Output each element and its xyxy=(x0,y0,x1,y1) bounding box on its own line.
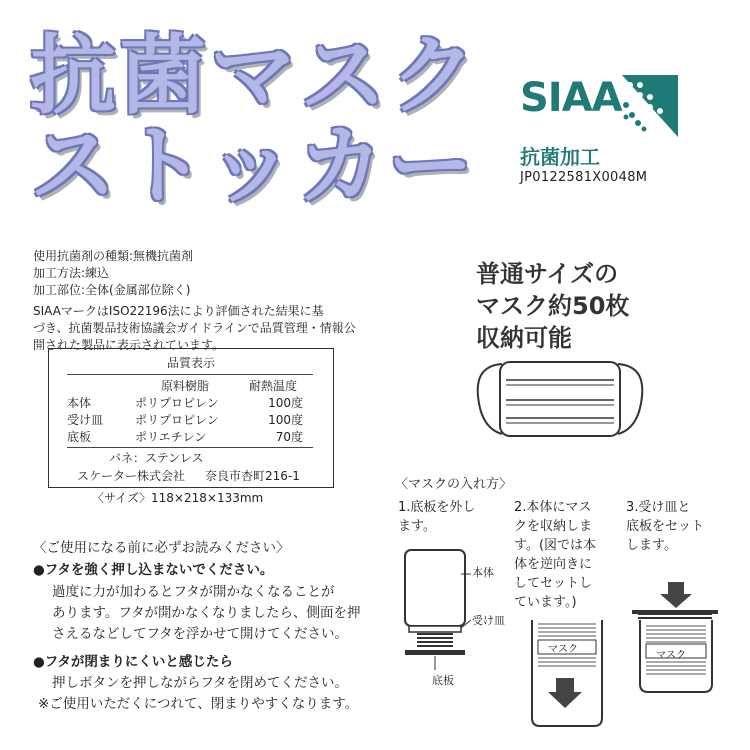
cell-temp: 100度 xyxy=(268,413,303,427)
siaa-note-line: づき、抗菌製品技術協議会ガイドラインで品質管理・情報公 xyxy=(33,321,356,335)
quality-heading: 品質表示 xyxy=(166,356,215,370)
cell-material: ポリプロピレン xyxy=(135,396,219,410)
capacity-line: 収納可能 xyxy=(476,324,572,352)
caution-heading: 〈ご使用になる前に必ずお読みください〉 xyxy=(33,540,290,556)
table-row xyxy=(63,429,307,446)
col-temp: 耐熱温度 xyxy=(248,379,297,393)
cell-temp: 100度 xyxy=(268,396,303,410)
capacity-line: マスク約50枚 xyxy=(476,292,630,320)
quality-label-box xyxy=(48,348,334,488)
product-title-line2: ストッカー xyxy=(30,116,478,216)
step-line: 体を逆向きに xyxy=(514,557,593,572)
spring-material: バネ：ステンレス xyxy=(109,451,204,465)
siaa-note-line: 開された製品に表示されています。 xyxy=(33,338,225,352)
label-bottom: 底板 xyxy=(432,674,454,687)
caution-text-1 xyxy=(52,582,360,645)
step-line: ます。 xyxy=(398,519,436,534)
siaa-dot-icon xyxy=(622,75,678,137)
caution-line: あります。フタが開かなくなりましたら、側面を押 xyxy=(52,605,361,621)
step-line: します。 xyxy=(626,538,677,553)
caution-note: ※ご使用いただくにつれて、閉まりやすくなります。 xyxy=(38,696,359,712)
siaa-label: 抗菌加工 xyxy=(520,145,600,169)
step-line: 2.本体にマス xyxy=(514,500,592,515)
face-mask-illustration xyxy=(470,354,650,444)
caution-line: さえるなどしてフタを浮かせて開けてください。 xyxy=(52,626,349,642)
siaa-note xyxy=(33,303,363,354)
product-size: 〈サイズ〉118×218×133mm xyxy=(92,491,264,505)
cell-temp: 70度 xyxy=(275,430,303,444)
divider xyxy=(67,447,313,448)
step-line: 底板をセット xyxy=(626,519,705,534)
step-line: 1.底板を外し xyxy=(398,500,476,515)
caution-bullet-1: ●フタを強く押し込まないでください。 xyxy=(33,562,274,578)
quality-table xyxy=(63,378,307,446)
caution-text-2: 押しボタンを押しながらフタを閉めてください。 xyxy=(52,675,349,691)
capacity-line: 普通サイズの xyxy=(476,260,619,288)
spec-line: 加工部位:全体(金属部位除く) xyxy=(33,283,191,297)
siaa-mark xyxy=(520,75,690,185)
spec-block xyxy=(33,248,363,354)
caution-line: 過度に力が加わるとフタが開かなくなることが xyxy=(52,584,335,600)
siaa-logo-text: SIAA xyxy=(520,75,622,121)
howto-step-3 xyxy=(626,498,704,555)
table-header-row xyxy=(63,378,307,395)
step-line: してセットし xyxy=(514,576,593,591)
step-line: ています。) xyxy=(514,595,577,610)
step-line: クを収納しま xyxy=(514,519,593,534)
label-mask: マスク xyxy=(548,644,578,655)
howto-step-2 xyxy=(514,498,596,612)
step-line: 3.受け皿と xyxy=(626,500,691,515)
maker-name: スケーター株式会社 xyxy=(77,469,186,483)
cell-part: 底板 xyxy=(67,430,92,444)
table-row xyxy=(63,412,307,429)
product-title-line1: 抗菌マスク xyxy=(30,26,480,126)
label-mask: マスク xyxy=(656,650,686,661)
howto-heading: 〈マスクの入れ方〉 xyxy=(395,477,513,492)
capacity-text xyxy=(476,258,629,354)
step-line: す。(図では本 xyxy=(514,538,597,553)
caution-bullet-2: ●フタが閉まりにくいと感じたら xyxy=(33,654,233,670)
siaa-note-line: SIAAマークはISO22196法により評価された結果に基 xyxy=(33,304,324,318)
spec-line: 加工方法:練込 xyxy=(33,266,110,280)
col-material: 原料樹脂 xyxy=(160,379,209,393)
step2-diagram xyxy=(528,618,608,730)
label-tray: 受け皿 xyxy=(472,614,505,627)
howto-step-1 xyxy=(398,498,475,536)
cell-part: 本体 xyxy=(67,396,92,410)
table-row xyxy=(63,395,307,412)
spec-line: 使用抗菌剤の種類:無機抗菌剤 xyxy=(33,249,194,263)
siaa-code: JP0122581X0048M xyxy=(520,170,648,185)
cell-part: 受け皿 xyxy=(67,413,104,427)
label-body: 本体 xyxy=(472,566,494,579)
cell-material: ポリプロピレン xyxy=(135,413,219,427)
step3-diagram xyxy=(628,580,728,700)
maker-address: 奈良市杏町216-1 xyxy=(205,469,300,483)
divider xyxy=(67,374,313,375)
cell-material: ポリエチレン xyxy=(135,430,207,444)
